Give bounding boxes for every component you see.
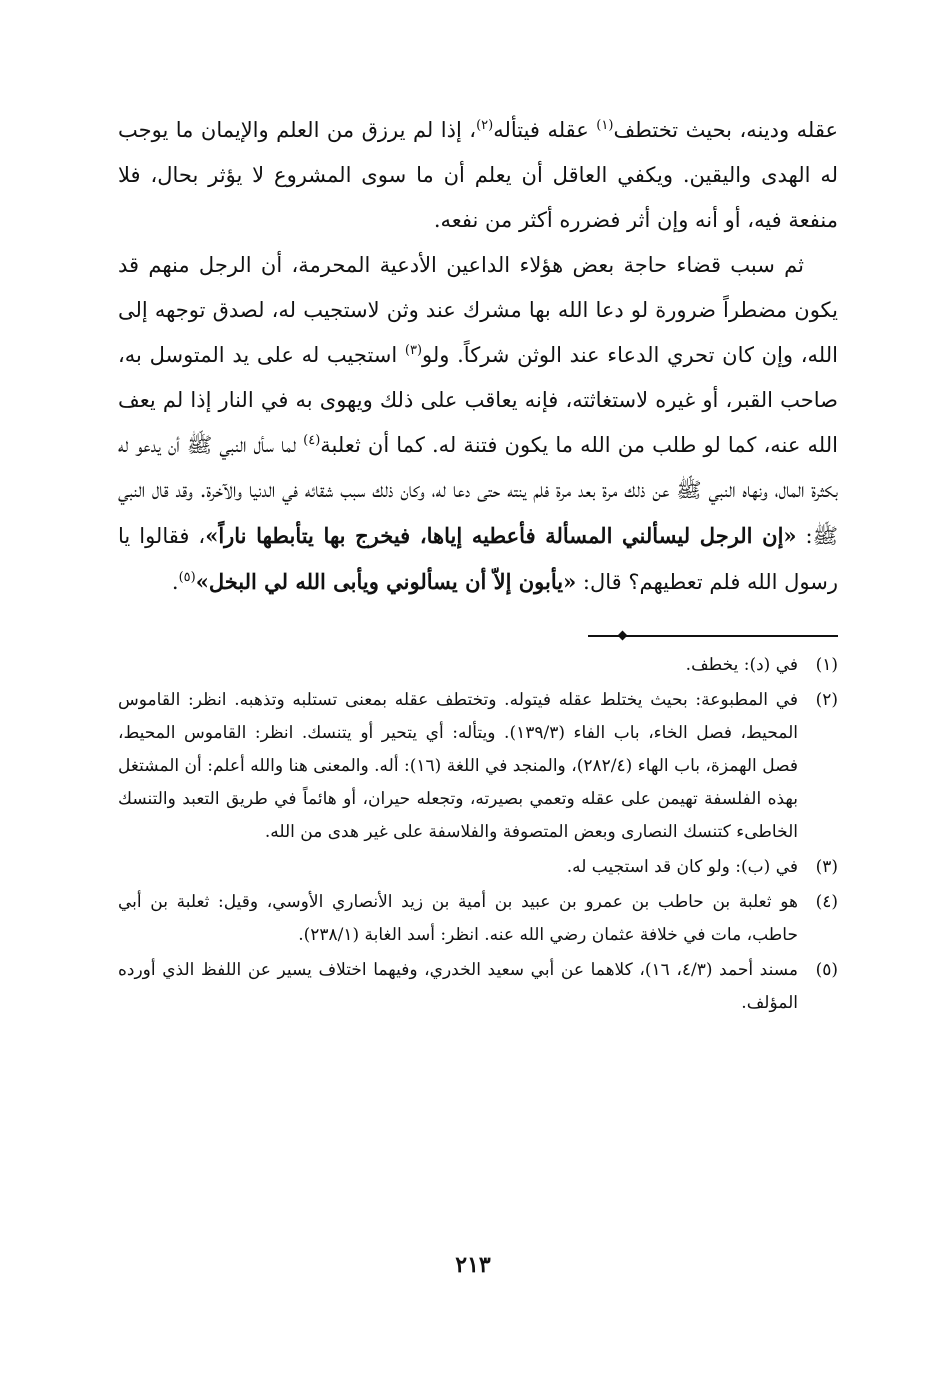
footnote-3 [118, 851, 838, 884]
page-number: ٢١٣ [455, 1252, 491, 1278]
footnote-text: في (ب): ولو كان قد استجيب له. [566, 857, 798, 877]
paragraph-1-text-b: عقله فيتأله [493, 118, 597, 142]
footnote-2 [118, 684, 838, 849]
paragraph-2-text-a: ثم سبب قضاء حاجة بعض هؤلاء الداعين الأدعية المحرمة، أن الرجل منهم قد يكون مضطراً ضرورة لو دعا الله بها مشرك عند وثن لاستجيب له، لصدق توجهه إلى الله، وإن كان تحري الدعاء عند الوثن شركاً. ولو [118, 253, 838, 367]
footnote-text: في (د): يخطف. [685, 655, 798, 675]
footnote-ref-4[interactable]: (٤) [303, 433, 321, 448]
footnote-text: في المطبوعة: بحيث يختلط عقله فيتوله. وتختطف عقله بمعنى تستلبه وتذهبه. انظر: القاموس المحيط، فصل الخاء، باب الفاء (١٣٩/٣). ويتأله: أي يتحير أو يتنسك. انظر: القاموس المحيط، فصل الهمزة، باب الهاء (٢٨٢/٤)، والمنجد في اللغة (١٦): أله. والمعنى هنا والله أعلم: أن المشتغل بهذه الفلسفة تهيمن على عقله وتعمي بصيرته، وتجعله حيران، أو هائماً في طريق التعبد والتنسك الخاطىء كتنسك النصارى وبعض المتصوفة والفلاسفة على غير هدى من الله. [118, 690, 799, 842]
paragraph-1-text-c: ، إذا لم يرزق من العلم والإيمان ما يوجب له الهدى واليقين. ويكفي العاقل أن يعلم أن ما سوى المشروع لا يؤثر بحال، فلا منفعة فيه، أو أنه وإن أثر فضرره أكثر من نفعه. [118, 118, 838, 232]
paragraph-2-text-e: . [171, 570, 179, 594]
footnote-text: مسند أحمد (٤/٣، ١٦)، كلاهما عن أبي سعيد الخدري، وفيهما اختلاف يسير عن اللفظ الذي أورده المؤلف. [118, 960, 799, 1013]
footnote-ref-2[interactable]: (٢) [476, 118, 494, 133]
footnote-ref-3[interactable]: (٣) [404, 343, 423, 358]
footnote-number: (٣) [815, 857, 838, 877]
footnote-5 [118, 954, 838, 1020]
paragraph-2 [118, 243, 838, 605]
footnote-divider [118, 627, 838, 645]
hadith-quote-2: «يأبون إلاّ أن يسألوني ويأبى الله لي البخل» [195, 569, 577, 594]
footnote-number: (٥) [815, 960, 838, 980]
footnotes [118, 649, 838, 1020]
footnote-number: (٤) [815, 892, 838, 912]
paragraph-2-text-d: ، فقالوا يا رسول الله فلم تعطيهم؟ قال: [118, 524, 838, 594]
footnote-number: (٢) [815, 690, 838, 710]
footnote-ref-5[interactable]: (٥) [178, 570, 196, 585]
footnote-number: (١) [815, 655, 838, 675]
hadith-quote-1: «إن الرجل ليسألني المسألة فأعطيه إياها، فيخرج بها يتأبطها ناراً» [205, 523, 797, 548]
paragraph-2-text-c: لما سأل النبي ﷺ أن يدعو له بكثرة المال، ونهاه النبي ﷺ عن ذلك مرة بعد مرة فلم ينته حتى دعا له، وكان ذلك سبب شقائه في الدنيا والآخرة. وقد قال النبي ﷺ: [118, 433, 839, 548]
paragraph-2-text-b: استجيب له على يد المتوسل به، صاحب القبر، أو غيره لاستغاثته، فإنه يعاقب على ذلك ويهوى به في النار إذا لم يعف الله عنه، كما لو طلب من الله ما يكون فتنة له. كما أن ثعلبة [118, 343, 838, 457]
paragraph-1 [118, 108, 838, 243]
footnote-4 [118, 886, 838, 952]
footnote-text: هو ثعلبة بن حاطب بن عمرو بن عبيد بن أمية بن زيد الأنصاري الأوسي، وقيل: ثعلبة بن أبي حاطب، مات في خلافة عثمان رضي الله عنه. انظر: أسد الغابة (٢٣٨/١). [118, 892, 798, 945]
page-content [118, 108, 838, 1022]
footnote-ref-1[interactable]: (١) [596, 118, 614, 133]
footnote-1 [118, 649, 838, 682]
divider-diamond-ornament [618, 631, 628, 641]
paragraph-1-text-a: عقله ودينه، بحيث تختطف [613, 118, 838, 142]
